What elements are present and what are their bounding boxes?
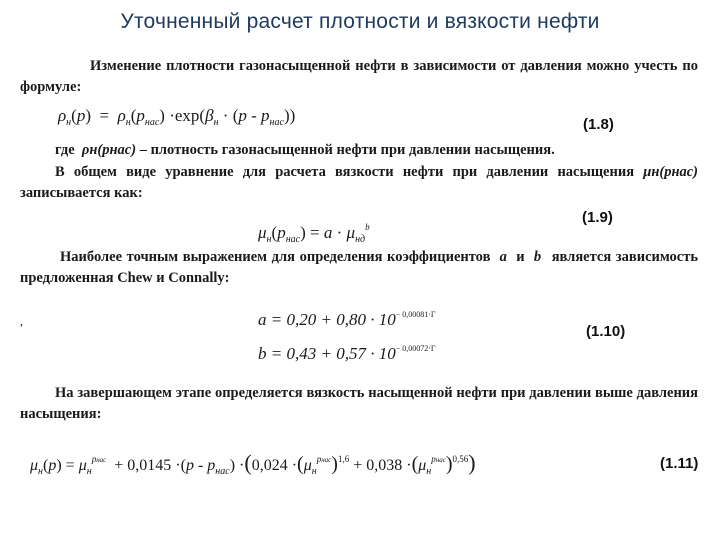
- formula-1-10-a: $a = 0,20 + 0,80 \cdot 10^{- 0,00081\cdot Г}$: [258, 310, 436, 329]
- coef-b: b: [533, 249, 542, 265]
- page-title: Уточненный расчет плотности и вязкости нефти: [120, 10, 600, 33]
- equation-number-1-11: (1.11): [660, 455, 699, 472]
- formula-1-11: $\mu_н(p) = \mu_н^{pнас} + 0,0145 \cdot(p - p_{нас}) \cdot(0,024 \cdot(\mu_н^{pнас})^{1,6} + 0,038 \cdot(\mu_н^{pнас})^{0,56})$: [30, 450, 476, 477]
- viscosity-rest: записывается как:: [20, 185, 143, 201]
- where-lead: где: [55, 142, 75, 158]
- comma-mark: ,: [20, 314, 23, 328]
- where-rest: – плотность газонасыщенной нефти при давлении насыщения.: [136, 142, 555, 158]
- formula-1-9: $\mu_н(p_{нас}) = a \cdot \mu_{нд}^b$: [258, 222, 370, 245]
- coef-a: a: [499, 249, 507, 265]
- and-word: и: [516, 249, 525, 265]
- viscosity-paragraph: [20, 162, 698, 204]
- viscosity-text: В общем виде уравнение для расчета вязкости нефти при давлении насыщения: [55, 164, 635, 180]
- equation-number-1-9: (1.9): [582, 209, 613, 226]
- formula-1-10-b: $b = 0,43 + 0,57 \cdot 10^{- 0,00072\cdot Г}$: [258, 344, 436, 363]
- intro-paragraph: Изменение плотности газонасыщенной нефти в зависимости от давления можно учесть по формуле:: [20, 58, 698, 95]
- chew-text: Наиболее точным выражением для определения коэффициентов: [60, 249, 491, 265]
- final-paragraph: На завершающем этапе определяется вязкость насыщенной нефти при давлении выше давления насыщения:: [20, 385, 698, 422]
- formula-1-8: $\rho_н(p) = \rho_н(p_{нас}) \cdot\exp(\beta_н \cdot (p - p_{нас}))$: [58, 106, 296, 128]
- mu-symbol: μн(pнас): [643, 164, 699, 180]
- rho-symbol: ρн(pнас): [81, 142, 137, 158]
- where-paragraph: [20, 140, 698, 161]
- chew-rest: является зависимость предложенная Chew и Connally:: [20, 249, 699, 286]
- chew-paragraph: [20, 247, 698, 289]
- equation-number-1-8: (1.8): [583, 116, 614, 133]
- equation-number-1-10: (1.10): [586, 323, 626, 340]
